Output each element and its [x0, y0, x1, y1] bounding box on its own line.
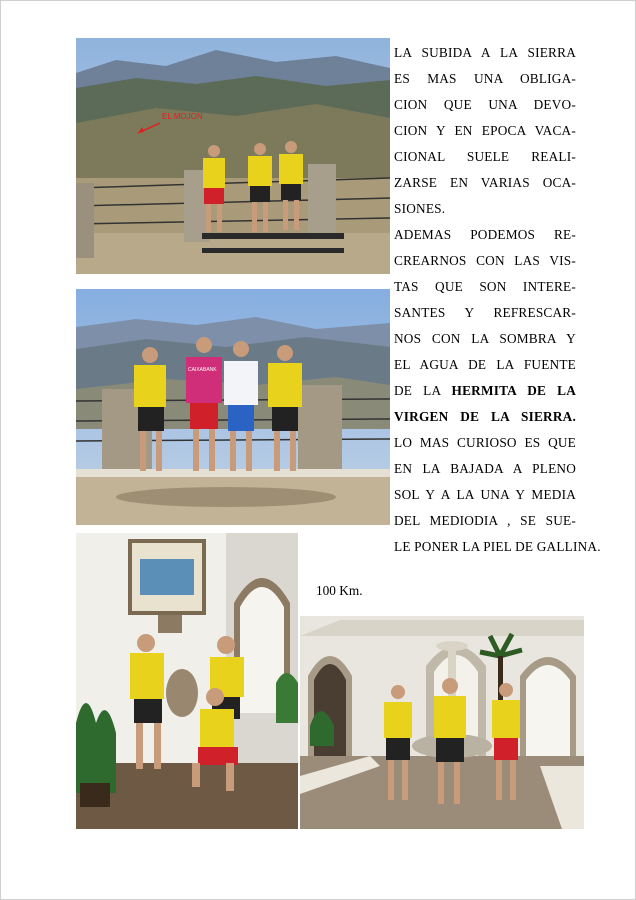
text-line: ES MAS UNA OBLIGA- [394, 71, 576, 86]
text-line: SIONES. [394, 201, 446, 216]
photo-viewpoint-three-cyclists [76, 38, 390, 274]
text-line: ADEMAS PODEMOS RE- [394, 227, 576, 242]
text-line: NOS CON LA SOMBRA Y [394, 331, 576, 346]
photo-viewpoint-four-cyclists [76, 289, 390, 525]
story-text-column [394, 40, 601, 560]
virgen-name-bold: VIRGEN DE LA SIERRA. [394, 409, 576, 424]
text-line: CION QUE UNA DEVO- [394, 97, 576, 112]
text-line: SANTES Y REFRESCAR- [394, 305, 576, 320]
text-line: CREARNOS CON LAS VIS- [394, 253, 576, 268]
distance-label: 100 Km. [316, 583, 363, 598]
text-line: LO MAS CURIOSO ES QUE [394, 435, 576, 450]
text-line: LA SUBIDA A LA SIERRA [394, 45, 576, 60]
text-line: LE PONER LA PIEL DE GALLINA. [394, 539, 601, 554]
hermita-name-bold: HERMITA DE LA [451, 383, 576, 398]
jersey-label: CAIXABANK [188, 367, 217, 373]
text-line: DEL MEDIODIA , SE SUE- [394, 513, 576, 528]
text-line: CION Y EN EPOCA VACA- [394, 123, 576, 138]
text-line: TAS QUE SON INTERE- [394, 279, 576, 294]
text-line-hermita [394, 378, 576, 404]
text-line: ZARSE EN VARIAS OCA- [394, 175, 576, 190]
text-line-virgen [394, 404, 576, 430]
photo-courtyard-tile-cyclists [76, 533, 298, 829]
text-line: EN LA BAJADA A PLENO [394, 461, 576, 476]
photo-courtyard-fountain-cyclists [300, 616, 584, 829]
text-line: SOL Y A LA UNA Y MEDIA [394, 487, 576, 502]
photo-annotation-label: EL MOJON [162, 112, 203, 121]
text-line: CIONAL SUELE REALI- [394, 149, 576, 164]
text-line: EL AGUA DE LA FUENTE [394, 357, 576, 372]
text-prefix: DE LA [394, 383, 452, 398]
